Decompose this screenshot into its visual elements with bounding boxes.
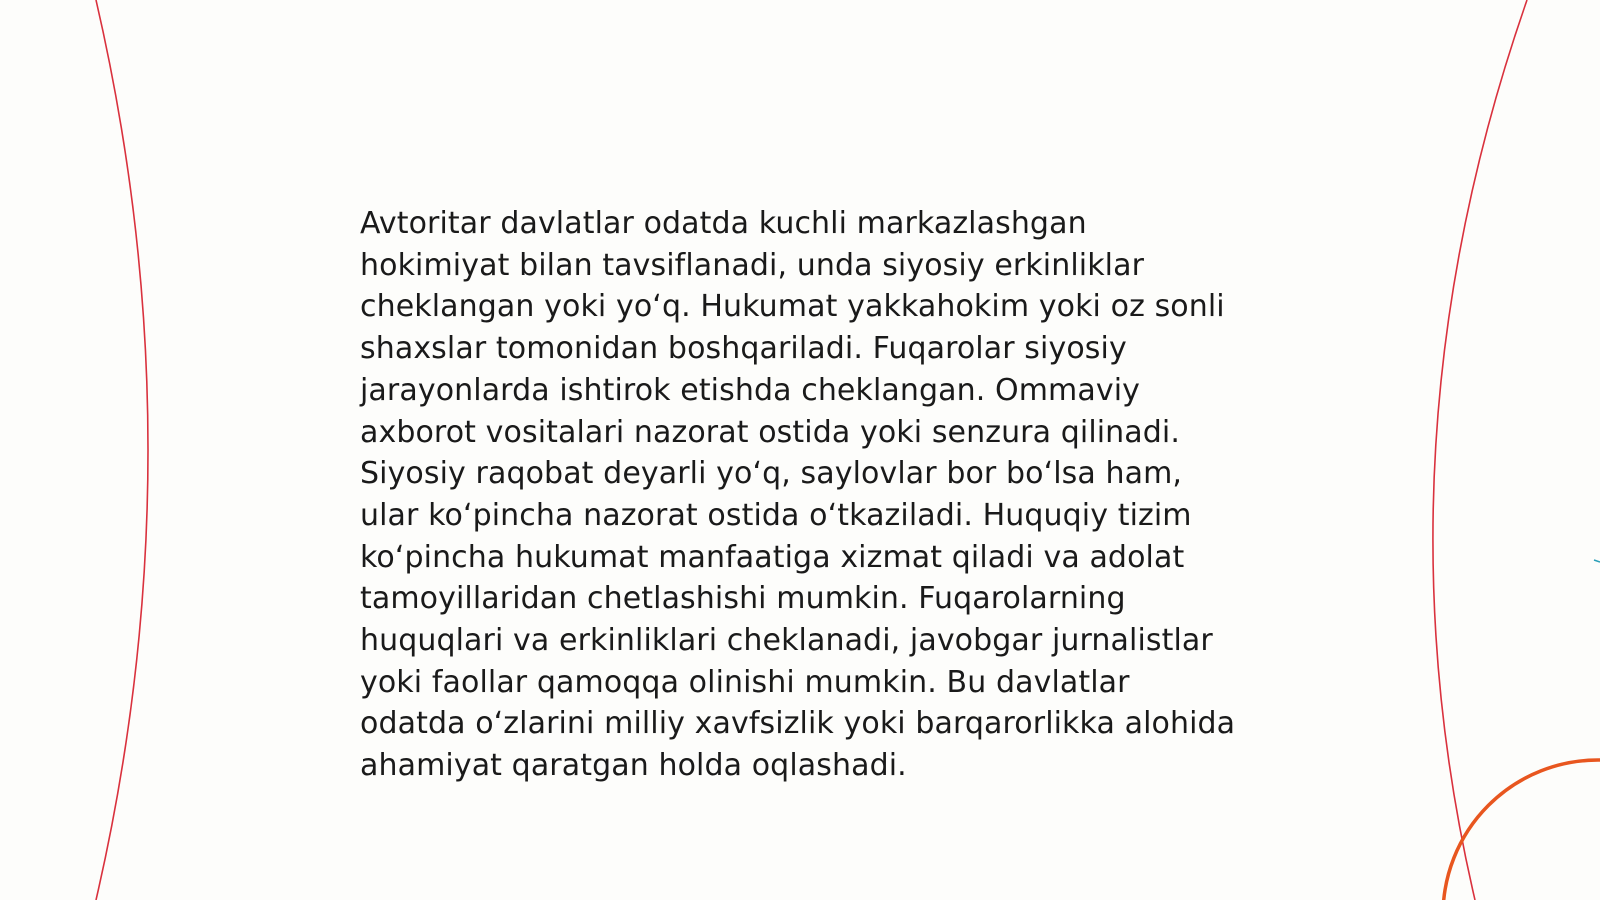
body-paragraph: Avtoritar davlatlar odatda kuchli markazlashgan hokimiyat bilan tavsiflanadi, unda siyosiy erkinliklar cheklangan yoki yo‘q. Hukumat yakkahokim yoki oz sonli shaxslar tomonidan boshqariladi. Fuqarolar siyosiy jarayonlarda ishtirok etishda cheklangan. Ommaviy axborot vositalari nazorat ostida yoki senzura qilinadi. Siyosiy raqobat deyarli yo‘q, saylovlar bor bo‘lsa ham, ular ko‘pincha nazorat ostida o‘tkaziladi. Huquqiy tizim ko‘pincha hukumat manfaatiga xizmat qiladi va adolat tamoyillaridan chetlashishi mumkin. Fuqarolarning huquqlari va erkinliklari cheklanadi, javobgar jurnalistlar yoki faollar qamoqqa olinishi mumkin. Bu davlatlar odatda o‘zlarini milliy xavfsizlik yoki barqarorlikka alohida ahamiyat qaratgan holda oqlashadi. [360,206,1236,784]
orange-circle [1443,760,1600,900]
right-curve [1433,0,1527,900]
teal-mark [1594,560,1600,562]
left-curve [96,0,148,900]
